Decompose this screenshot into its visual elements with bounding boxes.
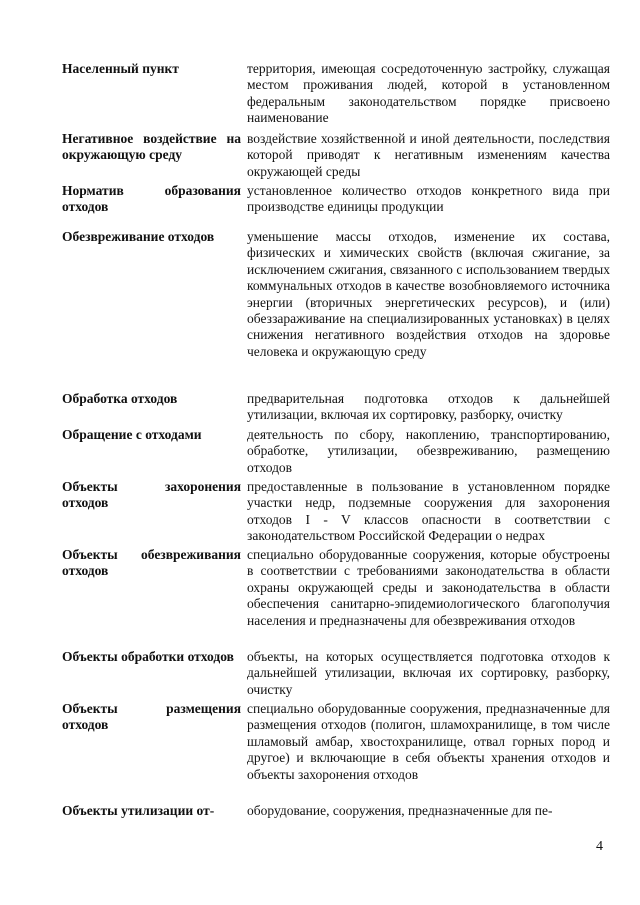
glossary-term: Объекты обезвреживания отходов — [62, 547, 241, 579]
glossary-definition: воздействие хозяйственной и иной деятельности, последствия которой приводят к негативным изменениям качества окружающей среды — [247, 131, 610, 179]
glossary-term: Объекты утилизации от- — [62, 803, 215, 818]
glossary-entry — [62, 649, 610, 701]
glossary-entry — [62, 183, 610, 229]
glossary-definition: установленное количество отходов конкретного вида при производстве единицы продукции — [247, 183, 610, 215]
glossary-term: Объекты обработки отходов — [62, 649, 234, 664]
glossary-entry — [62, 479, 610, 547]
glossary-definition: специально оборудованные сооружения, предназначенные для размещения отходов (полигон, шламохранилище, в том числе шламовый амбар, хвостохранилище, отвал горных пород и другое) и включающие в себя объекты хранения отходов и объекты захоронения отходов — [247, 701, 610, 782]
glossary-entry — [62, 701, 610, 803]
glossary-term: Обработка отходов — [62, 391, 178, 406]
glossary-term: Объекты захоронения отходов — [62, 479, 241, 511]
glossary-term: Негативное воздействие на окружающую среду — [62, 131, 241, 163]
glossary-definition: предоставленные в пользование в установленном порядке участки недр, подземные сооружения для захоронения отходов I - V классов опасности в соответствии с законодательством Российской Федерации о недрах — [247, 479, 610, 544]
page-number: 4 — [596, 839, 603, 854]
glossary-entry — [62, 803, 610, 819]
glossary-entries — [62, 61, 610, 819]
glossary-definition: объекты, на которых осуществляется подготовка отходов к дальнейшей утилизации, включая их сортировку, разборку, очистку — [247, 649, 610, 697]
glossary-definition: предварительная подготовка отходов к дальнейшей утилизации, включая их сортировку, разборку, очистку — [247, 391, 610, 423]
glossary-term: Объекты размещения отходов — [62, 701, 241, 733]
glossary-entry — [62, 131, 610, 183]
glossary-definition: оборудование, сооружения, предназначенные для пе- — [247, 803, 553, 818]
glossary-term: Населенный пункт — [62, 61, 179, 76]
glossary-definition: специально оборудованные сооружения, которые обустроены в соответствии с требованиями законодательства в области охраны окружающей среды и законодательства в области обеспечения санитарно-эпидемиологического благополучия населения и предназначены для обезвреживания отходов — [247, 547, 610, 628]
glossary-definition: уменьшение массы отходов, изменение их состава, физических и химических свойств (включая сжигание, за исключением сжигания, связанного с использованием твердых коммунальных отходов в качестве возобновляемого источника энергии (вторичных энергетических ресурсов), и (или) обеззараживание на специализированных установках) в целях снижения негативного воздействия отходов на здоровье человека и окружающую среду — [247, 229, 610, 359]
glossary-entry — [62, 547, 610, 649]
glossary-term: Норматив образования отходов — [62, 183, 241, 215]
glossary-term: Обращение с отходами — [62, 427, 202, 442]
glossary-term: Обезвреживание отходов — [62, 229, 215, 244]
glossary-entry — [62, 427, 610, 479]
glossary-entry — [62, 391, 610, 427]
glossary-definition: деятельность по сбору, накоплению, транспортированию, обработке, утилизации, обезвреживанию, размещению отходов — [247, 427, 610, 475]
glossary-entry — [62, 229, 610, 391]
glossary-definition: территория, имеющая сосредоточенную застройку, служащая местом проживания людей, которой в установленном федеральным законодательством порядке присвоено наименование — [247, 61, 610, 126]
glossary-entry — [62, 61, 610, 131]
